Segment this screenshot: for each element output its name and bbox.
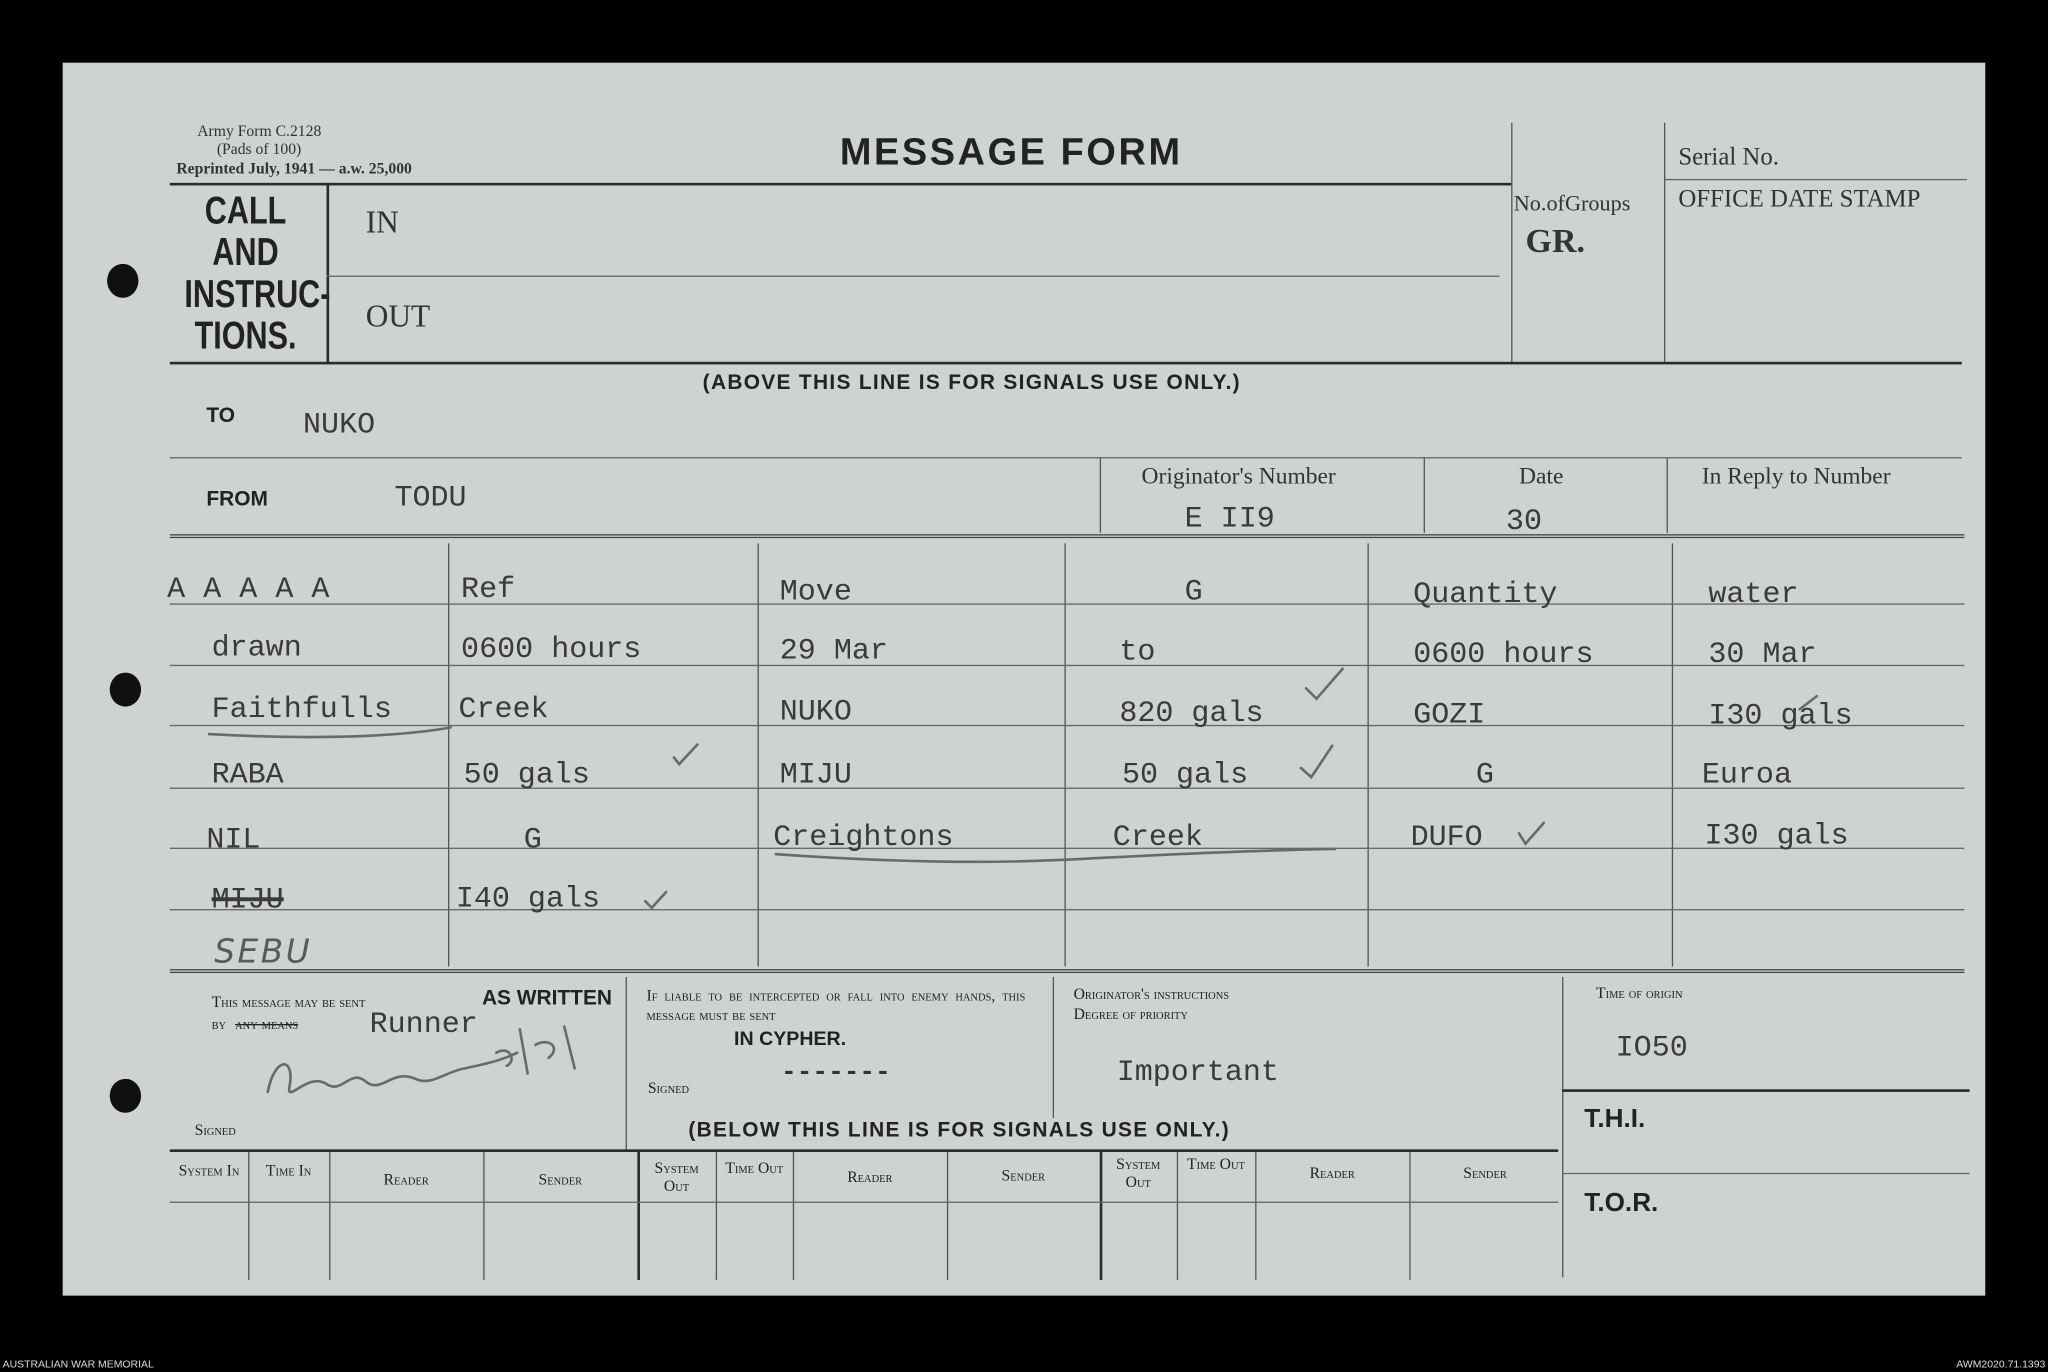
originator-instructions-label: Originator's instructions	[1073, 984, 1230, 1004]
cell-r2-c4: to	[1119, 634, 1156, 669]
system-out-header-2: System Out	[1116, 1154, 1161, 1192]
in-cypher-label: IN CYPHER.	[734, 1027, 847, 1051]
cell-r4-c2: 50 gals	[463, 757, 590, 792]
archive-credit: AUSTRALIAN WAR MEMORIAL	[2, 1358, 154, 1371]
cell-r2-c5: 0600 hours	[1413, 637, 1594, 672]
cell-r5-c4: Creek	[1112, 820, 1203, 855]
sender-header-2: Sender	[1001, 1166, 1046, 1185]
cell-r3-c4: 820 gals	[1119, 696, 1264, 731]
cell-r5-c6: I30 gals	[1704, 818, 1849, 853]
archive-reference: AWM2020.71.1393	[1956, 1358, 2046, 1371]
from-value: TODU	[394, 480, 467, 515]
signals-below-note: (BELOW THIS LINE IS FOR SIGNALS USE ONLY.)	[688, 1119, 1231, 1142]
army-form-number: Army Form C.2128	[197, 121, 322, 140]
cell-r1-c5: Quantity	[1413, 577, 1558, 612]
underline-faithfulls	[209, 727, 451, 737]
check-mark	[1800, 696, 1817, 709]
by-value: Runner	[369, 1007, 478, 1041]
call-label: CALL	[204, 189, 287, 233]
sender-header-1: Sender	[538, 1170, 583, 1189]
out-label: OUT	[365, 300, 431, 335]
reader-header-2: Reader	[847, 1167, 893, 1186]
signed-dashes: -------	[781, 1057, 891, 1088]
cell-r5-c1: NIL	[206, 822, 261, 857]
office-date-stamp-label: OFFICE DATE STAMP	[1678, 185, 1921, 213]
degree-priority-label: Degree of priority	[1073, 1004, 1188, 1023]
form-title: MESSAGE FORM	[839, 131, 1183, 174]
cell-r3-c2: Creek	[458, 692, 549, 727]
date-label: Date	[1518, 462, 1564, 489]
cell-r5-c5: DUFO	[1410, 820, 1483, 855]
pads-note: (Pads of 100)	[216, 139, 302, 159]
system-in-header: System In	[178, 1161, 240, 1180]
system-out-header-1: System Out	[654, 1158, 699, 1196]
from-label: FROM	[206, 488, 268, 511]
cell-r6-c1-struck: MIJU	[211, 882, 284, 917]
cell-r1-c2: Ref	[461, 572, 516, 607]
check-mark	[1306, 669, 1343, 699]
check-mark	[674, 744, 698, 764]
cell-r3-c3: NUKO	[779, 694, 852, 729]
to-value: NUKO	[303, 407, 376, 442]
cell-r3-c5: GOZI	[1413, 697, 1486, 732]
cell-r4-c1: RABA	[211, 757, 284, 792]
in-reply-label: In Reply to Number	[1701, 462, 1891, 489]
priority-value: Important	[1116, 1055, 1279, 1090]
reader-header-1: Reader	[383, 1170, 429, 1189]
tor-label: T.O.R.	[1584, 1188, 1659, 1218]
cell-r5-c2: G	[523, 822, 542, 857]
by-prefix: by	[211, 1014, 227, 1034]
reader-header-3: Reader	[1309, 1163, 1355, 1183]
thi-label: T.H.I.	[1584, 1104, 1646, 1134]
date-value: 30	[1505, 504, 1542, 539]
check-mark	[1519, 823, 1544, 844]
cell-r4-c3: MIJU	[779, 757, 852, 792]
cell-r3-c6: I30 gals	[1708, 698, 1853, 733]
as-written-label: AS WRITTEN	[481, 987, 612, 1010]
cell-r4-c5: G	[1475, 757, 1494, 792]
cell-r5-c3: Creightons	[773, 820, 954, 855]
originators-number-label: Originator's Number	[1141, 462, 1336, 489]
sender-header-3: Sender	[1463, 1163, 1507, 1183]
no-of-groups-label: No.ofGroups	[1513, 190, 1631, 216]
groups-prefix: GR.	[1525, 222, 1585, 260]
may-be-sent-label: This message may be sent	[211, 992, 366, 1011]
time-out-header-2: Time Out	[1187, 1154, 1245, 1173]
cell-r4-c6: Euroa	[1701, 757, 1792, 792]
intercept-note: If liable to be intercepted or fall into enemy hands, this message must be sent	[646, 986, 1026, 1024]
time-in-header: Time In	[265, 1161, 312, 1180]
handwritten-correction: SEBU	[214, 932, 313, 971]
underline-creightons	[776, 849, 1335, 862]
any-means-struck: any means	[235, 1014, 299, 1034]
signed-label: Signed	[194, 1120, 236, 1139]
cell-r1-c3: Move	[779, 574, 852, 609]
cell-r1-c1: A A A A A	[167, 572, 330, 607]
originators-number-value: E II9	[1184, 501, 1275, 536]
cell-r3-c1: Faithfulls	[211, 692, 392, 727]
time-out-header-1: Time Out	[725, 1158, 784, 1177]
and-label: AND	[212, 231, 279, 275]
tions-label: TIONS.	[194, 314, 297, 358]
signals-above-note: (ABOVE THIS LINE IS FOR SIGNALS USE ONLY.)	[702, 372, 1241, 395]
time-of-origin-label: Time of origin	[1596, 983, 1683, 1002]
cell-r4-c4: 50 gals	[1121, 757, 1249, 792]
serial-no-label: Serial No.	[1678, 143, 1779, 172]
to-label: TO	[206, 404, 236, 428]
cell-r2-c2: 0600 hours	[461, 632, 642, 667]
check-mark	[645, 892, 666, 908]
cell-r2-c1: drawn	[211, 630, 302, 665]
time-of-origin-value: IO50	[1615, 1030, 1688, 1065]
cell-r2-c6: 30 Mar	[1708, 637, 1817, 672]
cell-r1-c6: water	[1708, 577, 1799, 612]
check-mark	[1301, 746, 1332, 777]
reprint-note: Reprinted July, 1941 — a.w. 25,000	[176, 159, 412, 178]
instruc-label: INSTRUC-	[184, 272, 331, 317]
cell-r6-c2: I40 gals	[455, 881, 601, 916]
cell-r1-c4: G	[1184, 574, 1203, 609]
signed-label-2: Signed	[647, 1078, 690, 1098]
cell-r2-c3: 29 Mar	[779, 633, 888, 668]
in-label: IN	[365, 206, 399, 241]
